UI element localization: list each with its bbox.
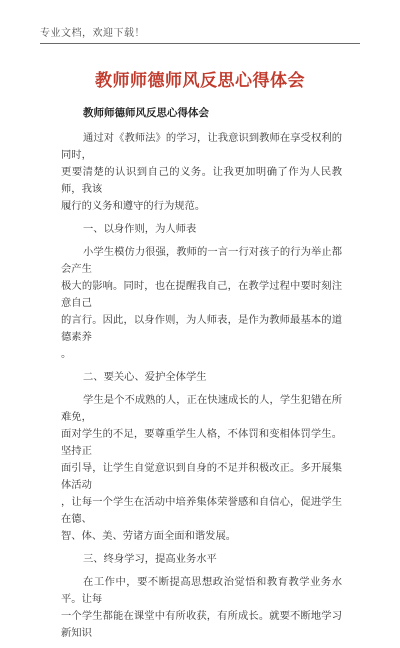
section-heading: 一、以身作则，为人师表 [83,223,197,235]
text-line: 履行的义务和遵守的行为规范。 [61,200,206,212]
text-line: 极大的影响。同时，也在提醒我自己，在教学过程中要时刻注意自己 [61,280,342,309]
text-line: 面引导，让学生自觉意识到自身的不足并积极改正。多开展集体活动 [61,462,342,491]
text-line: ，让每一个学生在活动中培养集体荣誉感和自信心，促进学生在德、 [61,496,342,525]
text-line: 。 [61,348,72,360]
text-line: 通过对《教师法》的学习，让我意识到教师在享受权利的同时， [61,132,342,161]
section-heading: 三、终身学习，提高业务水平 [83,553,217,565]
text-line: 面对学生的不足，要尊重学生人格，不体罚和变相体罚学生。坚持正 [61,428,342,457]
document-title: 教师师德师风反思心得体会 [95,71,305,91]
section-paragraph [61,244,342,363]
text-line: 更要清楚的认识到自己的义务。让我更加明确了作为人民教师，我该 [61,166,342,195]
text-line: 在工作中，要不断提高思想政治觉悟和教育教学业务水平。让每 [61,576,342,605]
text-line: 学生是个不成熟的人，正在快速成长的人，学生犯错在所难免， [61,394,342,423]
document-subtitle: 教师师德师风反思心得体会 [83,107,209,119]
intro-paragraph [61,130,342,215]
text-line: 一个学生都能在课堂中有所收获，有所成长。就要不断地学习新知识 [61,610,342,639]
text-line: 小学生模仿力很强，教师的一言一行对孩子的行为举止都会产生 [61,246,342,275]
header-note: 专业文档，欢迎下载！ [40,28,145,39]
text-line: 智、体、美、劳诸方面全面和谐发展。 [61,530,237,542]
section-paragraph [61,574,342,642]
text-line: 的言行。因此，以身作则，为人师表，是作为教师最基本的道德素养 [61,314,342,343]
document-body [61,105,342,648]
section-paragraph [61,392,342,545]
header-divider [40,43,360,44]
section-heading: 二、要关心、爱护全体学生 [83,371,207,383]
